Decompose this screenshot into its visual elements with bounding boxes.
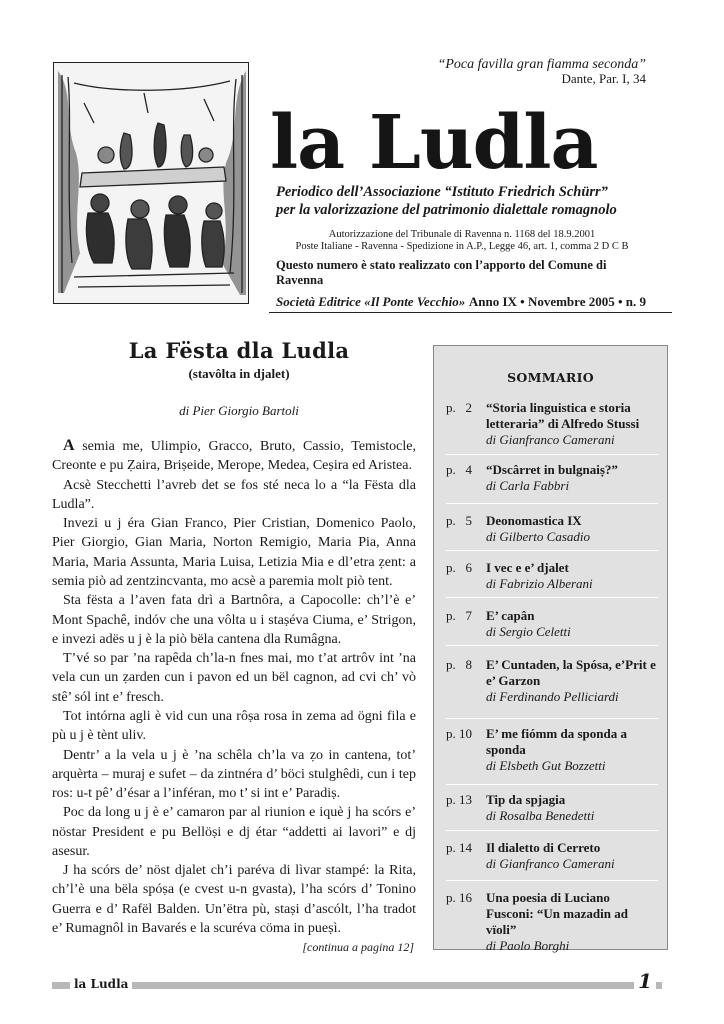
toc-entry-author: di Paolo Borghi xyxy=(486,938,570,953)
toc-item[interactable] xyxy=(446,657,660,705)
toc-divider xyxy=(446,503,658,504)
toc-entry-author: di Rosalba Benedetti xyxy=(486,808,595,823)
toc-entry-title: I vec e e’ djalet xyxy=(486,560,569,575)
toc-item[interactable] xyxy=(446,560,660,592)
toc-page: p. 14 xyxy=(446,840,472,855)
toc-entry-author: di Sergio Celetti xyxy=(486,624,571,639)
publication-bar xyxy=(276,294,646,310)
epigraph xyxy=(438,58,646,86)
toc-item[interactable] xyxy=(446,462,660,494)
sketch-drawing xyxy=(54,63,249,304)
toc-entry-title: E’ me fiómm da sponda a sponda xyxy=(486,726,627,757)
masthead-subtitle xyxy=(276,183,656,219)
toc-page: p. 10 xyxy=(446,726,472,741)
issue-info: Anno IX • Novembre 2005 • n. 9 xyxy=(468,294,646,309)
article-paragraph: Tot intórna agli è vid cun una rôṣa rosa in zema ad ögni fila e pù u j è tènt uliv. xyxy=(52,708,416,744)
toc-entry-title: E’ Cuntaden, la Spósa, e’Prit e e’ Garzon xyxy=(486,657,656,688)
toc-entry-title: Il dialetto di Cerreto xyxy=(486,840,601,855)
page-footer xyxy=(52,969,672,993)
article-paragraph: Dentr’ a la vela u j è ’na schêla ch’la va ẓo in cantena, tot’ arquèrta – muraj e sufet – da zintnéra d’ böci stulghêdi, cun i tep ros: u-t pê’ d’ésar a l’inféran, mo t’ si int e’ Paradiṣ. xyxy=(52,747,416,802)
article-paragraph: Invezi u j éra Gian Franco, Pier Cristian, Domenico Paolo, Pier Giorgio, Gian Maria, Norton Remigio, Maria Pia, Anna Maria, Maria Assunta, Maria Luisa, Letizia Mia e dl’etra ẓent: a semia piò ad zentzincvanta, mo acsè a paremia molt piò tent. xyxy=(52,516,416,589)
cover-illustration xyxy=(53,62,249,304)
legal-line: Poste Italiane - Ravenna - Spedizione in A.P., Legge 46, art. 1, comma 2 D C B xyxy=(295,240,629,252)
toc-entry-title: “Dscârret in bulgnaiṣ?” xyxy=(486,462,618,477)
article-title: La Fësta dla Ludla xyxy=(128,338,350,363)
legal-line: Autorizzazione del Tribunale di Ravenna n. 1168 del 18.9.2001 xyxy=(328,229,596,240)
table-of-contents xyxy=(433,345,668,953)
continued-note: [continua a pagina 12] xyxy=(302,940,414,954)
epigraph-quote: “Poca favilla gran fiamma seconda” xyxy=(437,57,646,72)
sponsor-note: Questo numero è stato realizzato con l’apporto del Comune di Ravenna xyxy=(276,258,607,287)
article-paragraph: Sta fësta a l’aven fata drì a Bartnôra, a Capocolle: ch’l’è e’ Mont Spachê, indóv che una vôlta u i staṣéva Ciuma, e’ Strigon, e invezi adës u j è la piò bëla cantena dla Rumâgna. xyxy=(52,593,416,647)
toc-divider xyxy=(446,830,658,831)
toc-divider xyxy=(446,597,658,598)
epigraph-source: Dante, Par. I, 34 xyxy=(561,71,646,86)
toc-item[interactable] xyxy=(446,840,660,872)
toc-item[interactable] xyxy=(446,400,660,448)
page-number: 1 xyxy=(634,969,656,993)
toc-item[interactable] xyxy=(446,513,660,545)
toc-page: p. 2 xyxy=(446,400,472,415)
footer-journal-name: la Ludla xyxy=(70,977,132,991)
toc-divider xyxy=(446,645,658,646)
publisher: Società Editrice «Il Ponte Vecchio» xyxy=(276,294,466,309)
article-subtitle: (stavôlta in djalet) xyxy=(188,366,290,381)
toc-title: SOMMARIO xyxy=(507,370,594,385)
footer-bar xyxy=(52,982,662,989)
toc-page: p. 6 xyxy=(446,560,472,575)
toc-entry-title: Tip da spjagia xyxy=(486,792,566,807)
masthead-title: la Ludla xyxy=(270,100,598,186)
article-body xyxy=(52,436,416,938)
article-paragraph: J ha scórs de’ nöst djalet ch’i paréva di lìvar stampé: la Rita, ch’l’è una bëla spóṣa (e cvest u-n gvasta), l’ha scórs d’ Tonino Guerra e d’ Rafël Balden. Un’ëtra pù, staṣi d’ascólt, l’ha tradot e’ Rumagnôl in Bavarés e la scuréva cöma in pueṣì. xyxy=(52,863,416,937)
toc-entry-title: Una poesia di Luciano Fusconi: “Un mazadin ad vïoli” xyxy=(486,890,628,937)
toc-page: p. 4 xyxy=(446,462,472,477)
toc-item[interactable] xyxy=(446,726,660,774)
toc-entry-title: E’ capân xyxy=(486,608,535,623)
subtitle-line: Periodico dell’Associazione “Istituto Friedrich Schürr” xyxy=(276,184,608,200)
toc-item[interactable] xyxy=(446,792,660,824)
toc-item[interactable] xyxy=(446,890,660,954)
toc-page: p. 7 xyxy=(446,608,472,623)
drop-cap: A xyxy=(63,437,75,454)
toc-entry-author: di Gianfranco Camerani xyxy=(486,432,615,447)
toc-entry-title: “Storia linguistica e storia letteraria” di Alfredo Stussi xyxy=(486,400,640,431)
toc-item[interactable] xyxy=(446,608,660,640)
header-rule xyxy=(269,312,672,313)
toc-page: p. 5 xyxy=(446,513,472,528)
toc-divider xyxy=(446,718,658,719)
article-paragraph: Acsè Stecchetti l’avreb det se fos sté neca lo a “la Fësta dla Ludla”. xyxy=(52,477,416,512)
toc-divider xyxy=(446,880,658,881)
article-byline: di Pier Giorgio Bartoli xyxy=(179,403,299,418)
toc-page: p. 13 xyxy=(446,792,472,807)
toc-entry-author: di Gianfranco Camerani xyxy=(486,856,615,871)
toc-divider xyxy=(446,550,658,551)
toc-entry-title: Deonomastica IX xyxy=(486,513,582,528)
article-paragraph: A semia me, Ulimpio, Gracco, Bruto, Cassio, Temistocle, Creonte e pu Ẓaira, Briṣeide, Merope, Medea, Ceṣira ed Aristea. xyxy=(52,437,416,474)
toc-entry-author: di Carla Fabbri xyxy=(486,478,570,493)
toc-entry-author: di Fabrizio Alberani xyxy=(486,576,593,591)
toc-page: p. 16 xyxy=(446,890,472,905)
subtitle-line: per la valorizzazione del patrimonio dialettale romagnolo xyxy=(276,202,617,218)
toc-divider xyxy=(446,784,658,785)
legal-notice xyxy=(276,229,648,252)
toc-entry-author: di Ferdinando Pelliciardi xyxy=(486,689,619,704)
toc-divider xyxy=(446,454,658,455)
toc-page: p. 8 xyxy=(446,657,472,672)
article-paragraph: T’vé so par ’na rapêda ch’la-n fnes mai, mo t’at artrôv int ’na vela cun un ẓarden cun i pavon ed un bël cagnon, ad cvi ch’ vò stê’ sól int e’ fresch. xyxy=(52,651,416,705)
toc-entry-author: di Elsbeth Gut Bozzetti xyxy=(486,758,606,773)
article-paragraph: Poc da long u j è e’ camaron par al riunion e iquè j ha scórs e’ nöstar President e pu Bellöṣi e dj étar “addetti ai lavori” e dj asesur. xyxy=(52,805,416,859)
toc-entry-author: di Gilberto Casadio xyxy=(486,529,591,544)
